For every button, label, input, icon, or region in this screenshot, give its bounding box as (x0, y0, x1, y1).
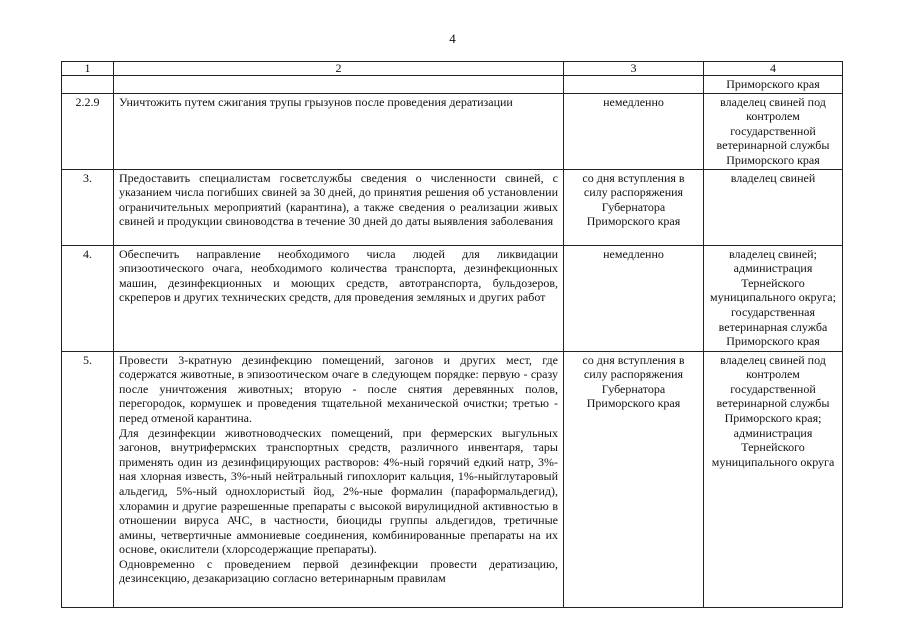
term-line: силу распоряжения (583, 367, 684, 382)
row-term (564, 169, 704, 245)
table-row (62, 351, 843, 607)
term-line: со дня вступления в (582, 352, 685, 367)
table-row (62, 245, 843, 351)
header-cell-3: 3 (564, 62, 704, 76)
table-row (62, 169, 843, 245)
row-responsible (704, 76, 843, 94)
responsible-line: Приморского края (726, 334, 820, 349)
header-cell-2: 2 (114, 62, 564, 76)
responsible-line: владелец свиней (730, 170, 816, 185)
responsible-line: владелец свиней под (720, 94, 826, 109)
header-cell-4: 4 (704, 62, 843, 76)
term-line: со дня вступления в (582, 170, 685, 185)
task-paragraph: Для дезинфекции животноводческих помещений, при фермерских выгульных загонов, внутрифермских транспортных средств, различного инвентаря, тары применять один из дезинфицирующих растворов: 4%-ный горячий едкий натр, 3%-ная хлорная известь, 3%-ный нейтральный гипохлорит кальция, 1%-ныйглутаровый альдегид, 5%-ный однохлористый йод, 2%-ные формалин (параформальдегид), хлорамин и другие разрешенные препараты с высокой вирулицидной активностью в отношении вируса АЧС, в частности, биоциды группы альдегидов, третичные амины, четвертичные аммониевые соединения, комбинированные препараты на их основе, окислители (хлорсодержащие препараты). (119, 425, 558, 557)
responsible-line: Приморского края (726, 77, 820, 91)
term-line: Приморского края (586, 396, 681, 411)
task-paragraph: Уничтожить путем сжигания трупы грызунов после проведения дератизации (119, 94, 513, 109)
row-number: 4. (62, 245, 114, 351)
page-number: 4 (449, 31, 456, 46)
row-number: 2.2.9 (62, 93, 114, 169)
task-paragraph: Провести 3-кратную дезинфекцию помещений, загонов и других мест, где содержатся животные, в эпизоотическом очаге в следующем порядке: первую - сразу после уничтожения животных; вторую - после снятия деревянных полов, перегородок, кормушек и проведения тщательной механической очистки; третью - перед отменой карантина. (119, 352, 558, 425)
row-task (114, 169, 564, 245)
term-line: немедленно (603, 246, 664, 261)
table-row (62, 76, 843, 94)
table-row (62, 93, 843, 169)
responsible-line: Тернейского (741, 275, 805, 290)
term-line: Губернатора (601, 381, 666, 396)
row-term (564, 245, 704, 351)
row-number: 5. (62, 351, 114, 607)
row-number: 3. (62, 169, 114, 245)
responsible-line: муниципального округа; (710, 290, 836, 305)
responsible-line: Приморского края; (724, 410, 822, 425)
row-responsible (704, 93, 843, 169)
responsible-line: ветеринарная служба (718, 319, 828, 334)
task-paragraph: Предоставить специалистам госветслужбы сведения о численности свиней, с указанием числа погибших свиней за 30 дней, до принятия решения об установлении ограничительных мероприятий (карантина), а также сведения о реализации живых свиней и продукции свиноводства в течение 30 дней до даты выявления заболевания (119, 170, 558, 229)
row-responsible (704, 169, 843, 245)
row-responsible (704, 351, 843, 607)
row-term (564, 93, 704, 169)
responsible-line: государственная (731, 304, 815, 319)
responsible-line: муниципального округа (711, 454, 835, 469)
row-responsible (704, 245, 843, 351)
term-line: силу распоряжения (583, 185, 684, 200)
responsible-line: владелец свиней под (720, 352, 826, 367)
responsible-line: ветеринарной службы (716, 138, 830, 153)
responsible-line: администрация (733, 425, 813, 440)
responsible-line: Приморского края (726, 152, 820, 167)
responsible-line: ветеринарной службы (716, 396, 830, 411)
row-task (114, 351, 564, 607)
row-number (62, 76, 114, 94)
row-task (114, 245, 564, 351)
responsible-line: контролем государственной (730, 367, 816, 396)
responsible-line: владелец свиней; (729, 246, 817, 261)
task-paragraph: Обеспечить направление необходимого числа людей для ликвидации эпизоотического очага, необходимого количества транспорта, дезинфекционных машин, дезинфекционных и моющих средств, автотранспорта, бульдозеров, скреперов и других технических средств, для проведения земляных и других работ (119, 246, 558, 305)
responsible-line: администрация (733, 261, 813, 276)
responsible-line: Тернейского (741, 440, 805, 455)
responsible-line: контролем государственной (730, 109, 816, 138)
table-header-row (62, 62, 843, 76)
term-line: Приморского края (586, 214, 681, 229)
term-line: Губернатора (601, 199, 666, 214)
row-term (564, 76, 704, 94)
task-paragraph: Одновременно с проведением первой дезинфекции провести дератизацию, дезинсекцию, дезакаризацию согласно ветеринарным правилам (119, 556, 558, 586)
row-task (114, 76, 564, 94)
row-term (564, 351, 704, 607)
row-task (114, 93, 564, 169)
header-cell-1: 1 (62, 62, 114, 76)
measures-table (61, 61, 843, 608)
term-line: немедленно (603, 94, 664, 109)
